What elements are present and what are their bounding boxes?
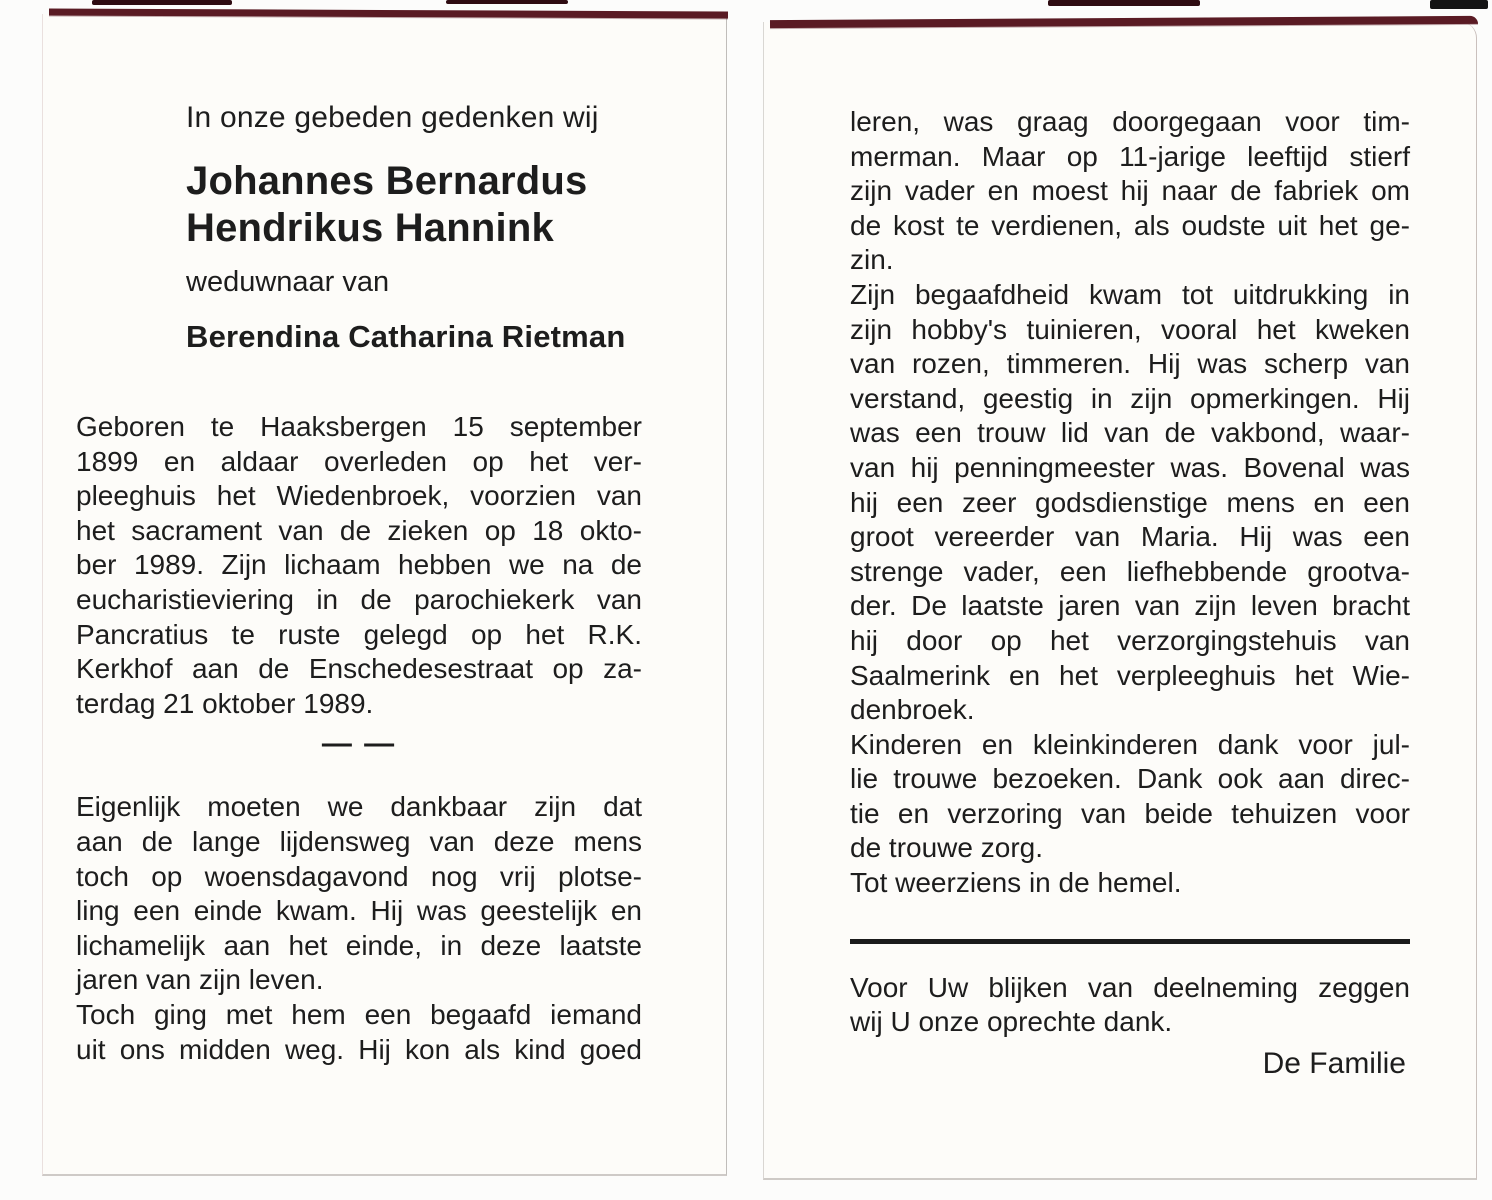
text-line: hij door op het verzorgingstehuis van — [850, 624, 1410, 656]
paragraph-condolence-thanks — [850, 971, 1410, 1040]
text-line: verstand, geestig in zijn opmerkingen. Hij — [850, 382, 1410, 414]
text-line: Kinderen en kleinkinderen dank voor jul- — [850, 728, 1410, 760]
text-line: leren, was graag doorgegaan voor tim- — [850, 106, 1410, 137]
text-line: Toch ging met hem een begaafd iemand — [76, 998, 642, 1030]
paragraph-character — [850, 278, 1410, 728]
text-line: wij U onze oprechte dank. — [850, 1006, 1173, 1038]
text-line: Tot weerziens in de hemel. — [850, 867, 1182, 899]
text-line: lie trouwe bezoeken. Dank ook aan direc- — [850, 763, 1410, 795]
paragraph-thanks-family — [850, 728, 1410, 866]
card-top-edge-stripe — [49, 9, 728, 19]
text-line: jaren van zijn leven. — [76, 964, 324, 996]
deceased-name-line1: Johannes Bernardus — [186, 159, 588, 203]
card-top-edge-stripe — [770, 16, 1478, 28]
scan-artifact — [1048, 0, 1200, 6]
paragraph-gratitude — [76, 790, 642, 998]
signature-family: De Familie — [1262, 1046, 1406, 1080]
text-line: de kost te verdienen, als oudste uit het ge- — [850, 209, 1410, 241]
text-line: van rozen, timmeren. Hij was scherp van — [850, 348, 1410, 380]
spouse-name: Berendina Catharina Rietman — [186, 319, 626, 354]
text-line: tie en verzoring van beide tehuizen voor — [850, 797, 1410, 829]
text-line: Kerkhof aan de Enschedesestraat op za- — [76, 653, 642, 685]
text-line: toch op woensdagavond nog vrij plotse- — [76, 860, 642, 892]
paragraph-youth — [850, 105, 1410, 278]
memorial-card-right-page — [763, 22, 1477, 1180]
deceased-name-line2: Hendrikus Hannink — [186, 206, 554, 250]
text-line: 1899 en aldaar overleden op het ver- — [76, 445, 642, 477]
text-line: ber 1989. Zijn lichaam hebben we na de — [76, 549, 642, 581]
text-line: terdag 21 oktober 1989. — [76, 687, 374, 719]
text-line: Eigenlijk moeten we dankbaar zijn dat — [76, 791, 642, 823]
text-line: Voor Uw blijken van deelneming zeggen — [850, 971, 1410, 1003]
text-line: groot vereerder van Maria. Hij was een — [850, 521, 1410, 553]
scan-artifact — [1430, 0, 1488, 9]
paragraph-gifted — [76, 998, 642, 1067]
text-line: strenge vader, een liefhebbende grootva- — [850, 555, 1410, 587]
text-line: was een trouw lid van de vakbond, waar- — [850, 417, 1410, 449]
text-line: Zijn begaafdheid kwam tot uitdrukking in — [850, 278, 1410, 310]
relation-line: weduwnaar van — [186, 266, 390, 298]
text-line: uit ons midden weg. Hij kon als kind goed — [76, 1033, 642, 1065]
text-line: zijn hobby's tuinieren, vooral het kweken — [850, 313, 1410, 345]
text-line: merman. Maar op 11-jarige leeftijd stierf — [850, 140, 1410, 172]
text-line: lichamelijk aan het einde, in deze laatste — [76, 929, 642, 961]
text-line: Saalmerink en het verpleeghuis het Wie- — [850, 659, 1410, 691]
text-line: van hij penningmeester was. Bovenal was — [850, 451, 1410, 483]
text-line: denbroek. — [850, 694, 975, 726]
text-line: der. De laatste jaren van zijn leven bracht — [850, 590, 1410, 622]
text-line: ling een einde kwam. Hij was geestelijk en — [76, 895, 642, 927]
text-line: Pancratius te ruste gelegd op het R.K. — [76, 618, 642, 650]
intro-line: In onze gebeden gedenken wij — [186, 101, 599, 134]
text-line: Geboren te Haaksbergen 15 september — [76, 411, 642, 442]
text-line: zin. — [850, 244, 894, 276]
text-line: pleeghuis het Wiedenbroek, voorzien van — [76, 480, 642, 512]
dash-divider: — — — [321, 727, 397, 761]
text-line: aan de lange lijdensweg van deze mens — [76, 825, 642, 857]
closing-rule — [850, 939, 1410, 944]
memorial-card-left-page — [42, 14, 727, 1176]
text-line: hij een zeer godsdienstige mens en een — [850, 486, 1410, 518]
text-line: de trouwe zorg. — [850, 832, 1043, 864]
text-line: eucharistieviering in de parochiekerk van — [76, 583, 642, 615]
scan-artifact — [92, 0, 232, 5]
paragraph-birth-death — [76, 410, 642, 721]
text-line: het sacrament van de zieken op 18 okto- — [76, 514, 642, 546]
scan-artifact — [446, 0, 568, 4]
paragraph-farewell — [850, 866, 1410, 901]
deceased-name — [186, 158, 642, 252]
text-line: zijn vader en moest hij naar de fabriek om — [850, 175, 1410, 207]
